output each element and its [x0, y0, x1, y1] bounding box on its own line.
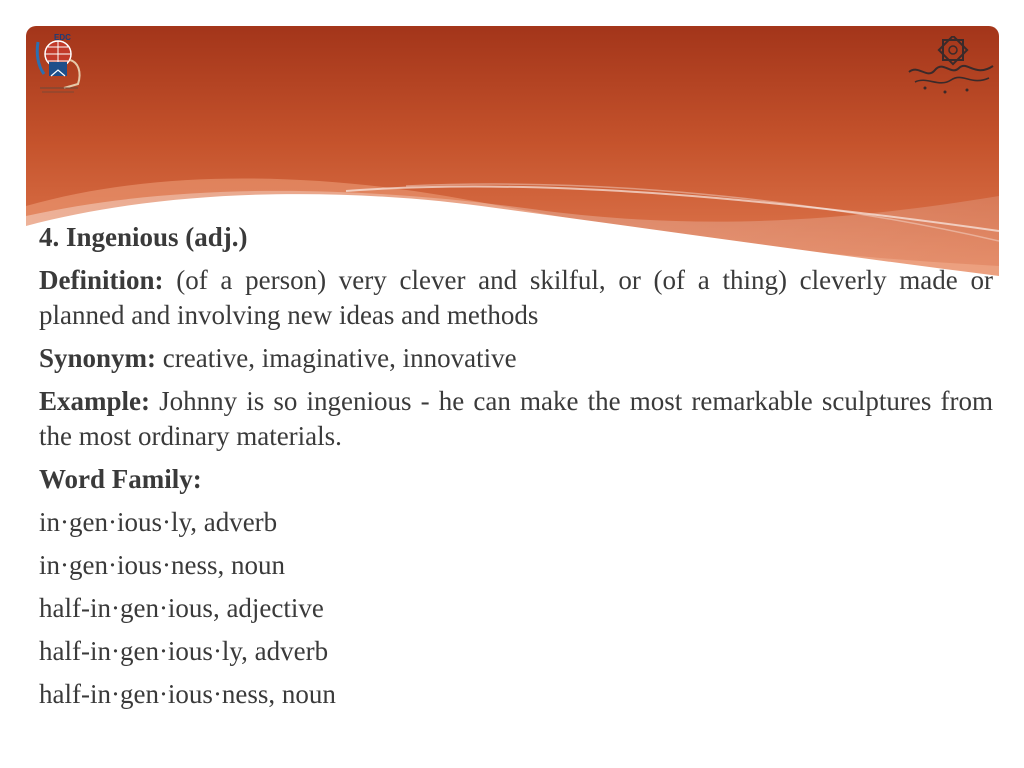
word-family-item: in·gen·ious·ness, noun	[39, 550, 285, 580]
synonym-label: Synonym:	[39, 343, 157, 373]
definition-label: Definition:	[39, 265, 164, 295]
definition-text: (of a person) very clever and skilful, or (of a thing) cleverly made or planned and involving new ideas and methods	[39, 265, 993, 330]
word-family-item: half-in·gen·ious·ness, noun	[39, 679, 336, 709]
example-text: Johnny is so ingenious - he can make the most remarkable sculptures from the most ordinary materials.	[39, 386, 994, 451]
synonym-text: creative, imaginative, innovative	[162, 343, 517, 373]
word-family-label: Word Family:	[39, 464, 202, 494]
word-family-item: half-in·gen·ious, adjective	[39, 593, 324, 623]
edc-logo	[34, 32, 86, 96]
definition-paragraph	[39, 263, 993, 333]
slide-heading: 4. Ingenious (adj.)	[39, 222, 248, 252]
synonym-paragraph	[39, 341, 993, 376]
svg-text:EDC: EDC	[54, 33, 71, 42]
example-label: Example:	[39, 386, 150, 416]
slide-content	[39, 220, 993, 720]
word-family-item: half-in·gen·ious·ly, adverb	[39, 636, 329, 666]
word-family-item: in·gen·ious·ly, adverb	[39, 507, 278, 537]
example-paragraph	[39, 384, 993, 454]
university-logo	[905, 36, 997, 98]
